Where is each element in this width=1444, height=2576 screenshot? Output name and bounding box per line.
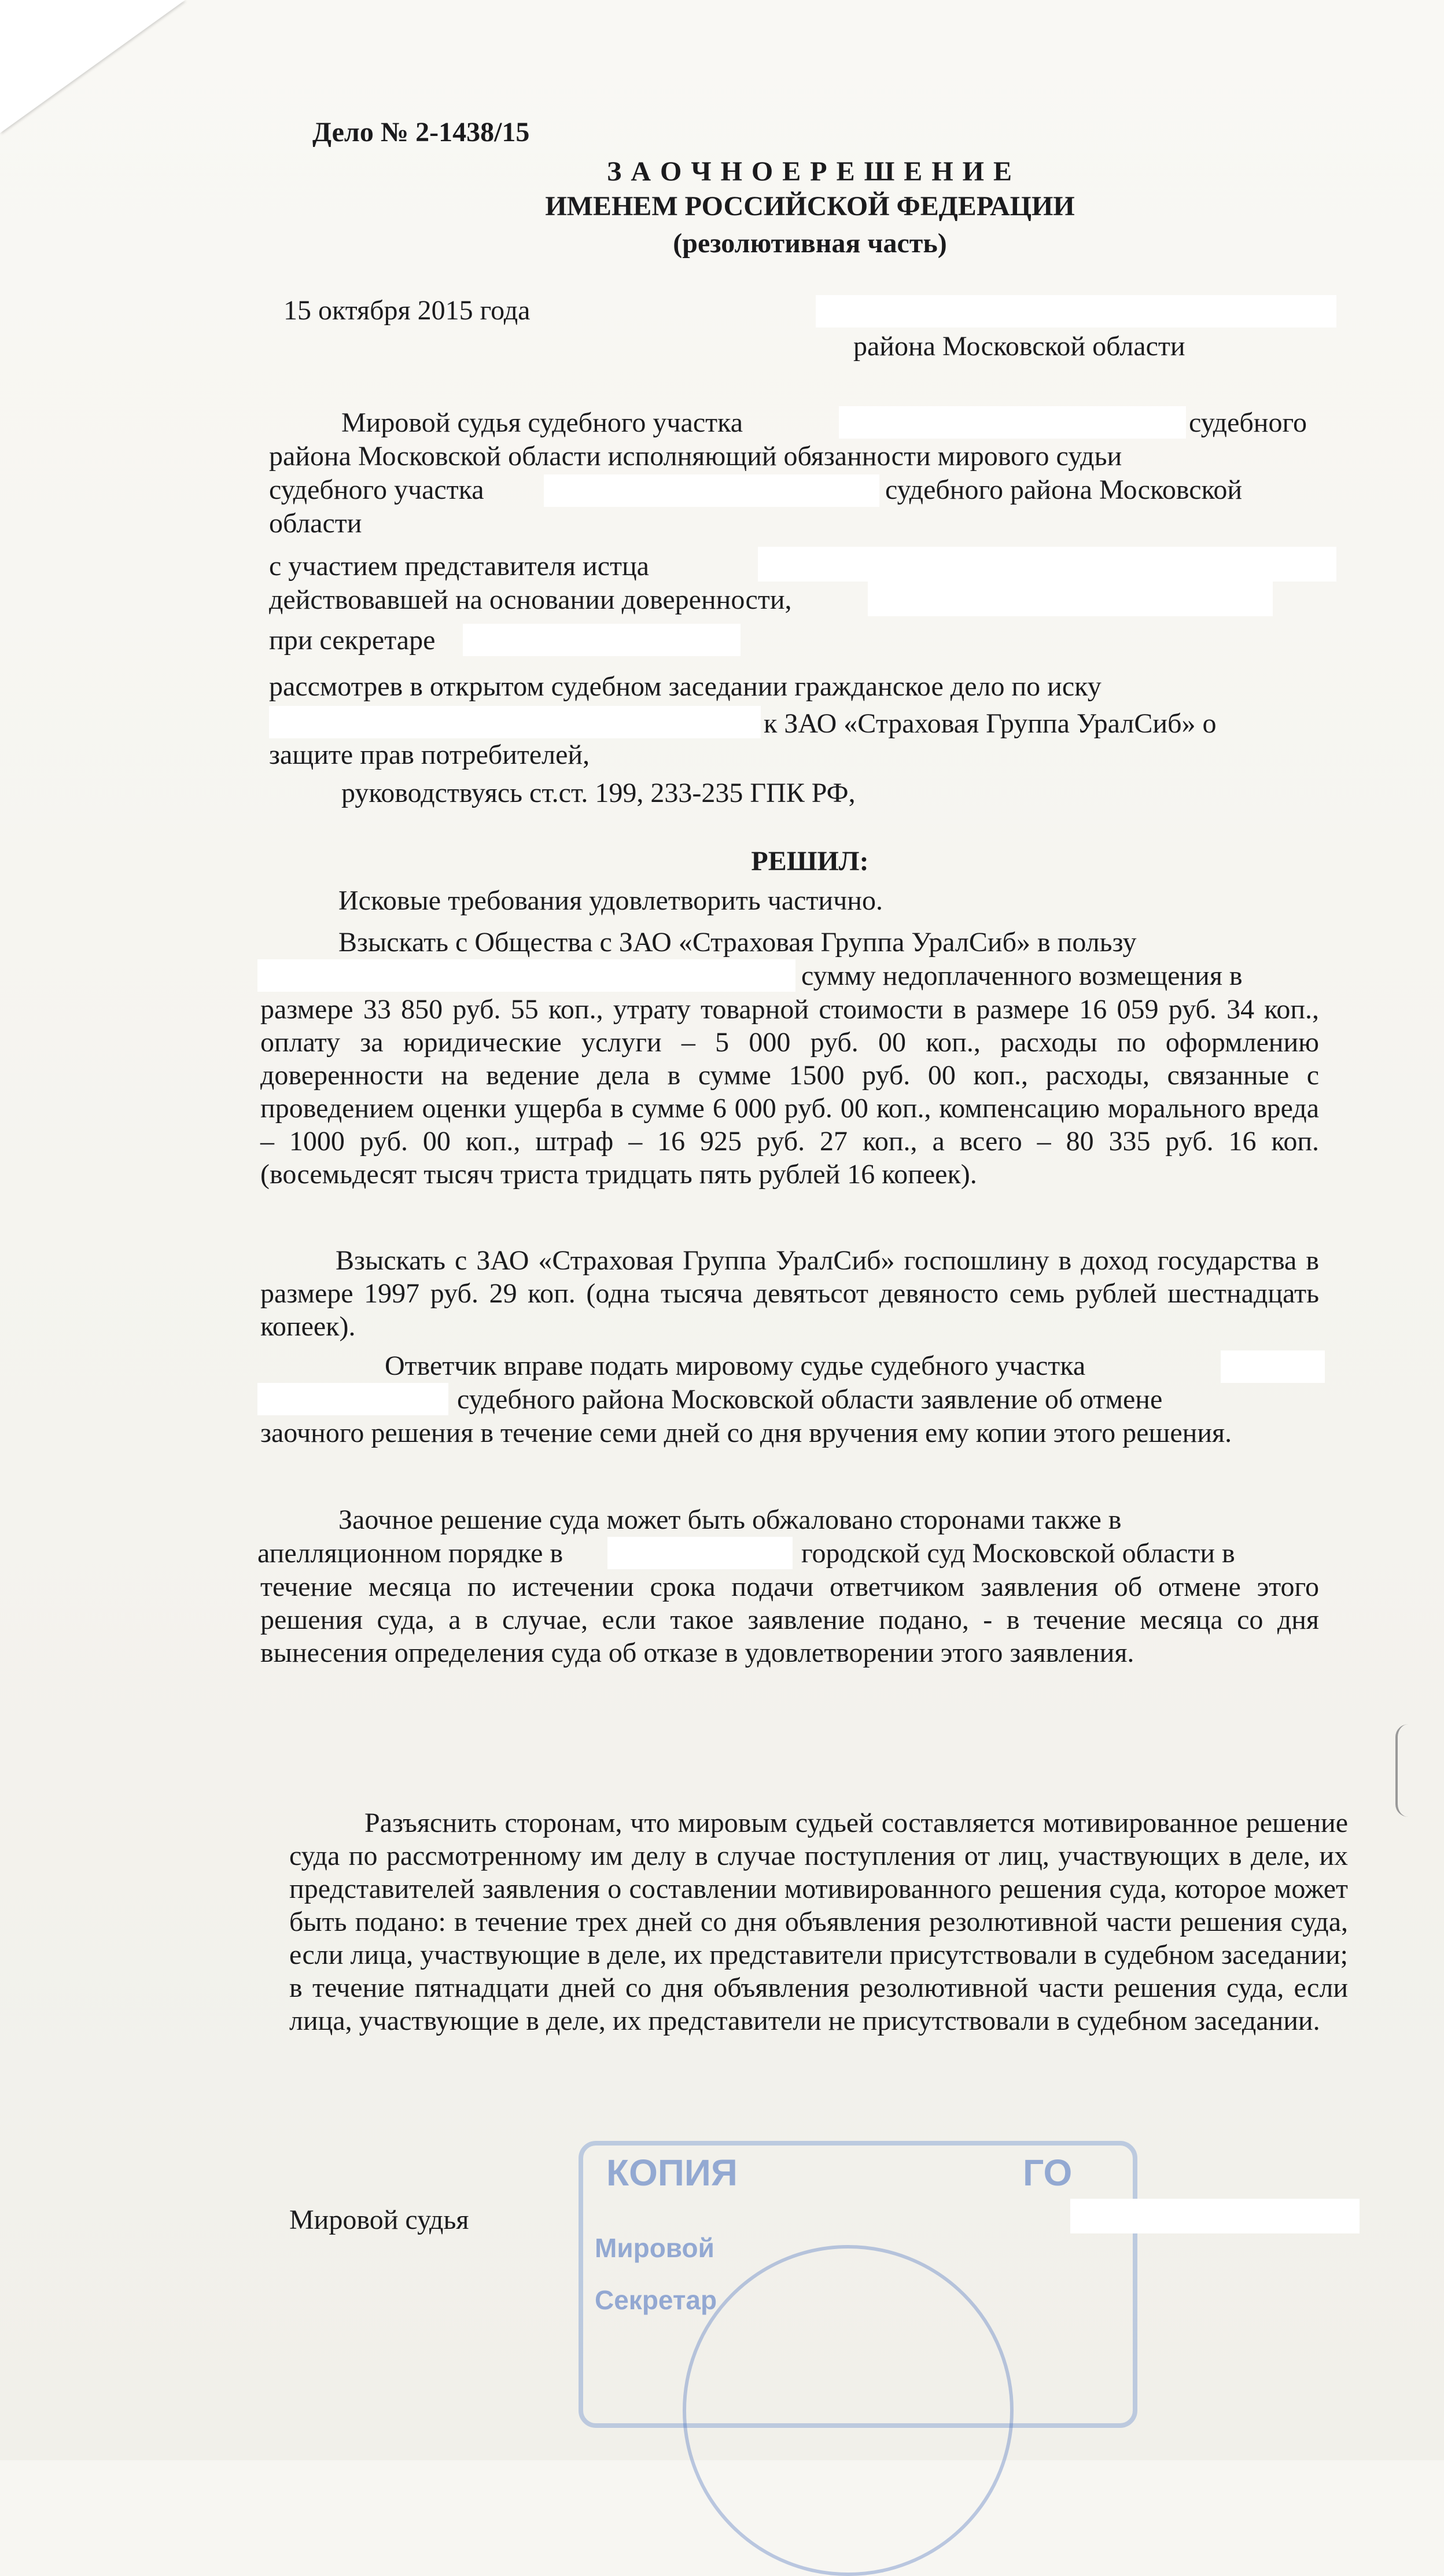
intro-line-11: руководствуясь ст.ст. 199, 233-235 ГПК РФ, [341, 778, 856, 808]
ruling-4-line1: Ответчик вправе подать мировому судье судебного участка [385, 1350, 1086, 1381]
round-seal [683, 2245, 1014, 2576]
redaction [758, 547, 1336, 582]
intro-line-6: действовавшей на основании доверенности, [269, 584, 792, 615]
signature-label: Мировой судья [289, 2205, 469, 2235]
stamp-line-3: Мировой [595, 2233, 714, 2263]
ruling-5-rest: течение месяца по истечении срока подачи ответчиком заявления об отмене этого решения суда, а в случае, если такое заявление подано, - в течение месяца со дня вынесения определения суда об отказе в удовлетворении этого заявления. [260, 1572, 1319, 1668]
intro-line-9: к ЗАО «Страховая Группа УралСиб» о [764, 708, 1217, 739]
redaction [544, 474, 879, 507]
decision-title: З А О Ч Н О Е Р Е Ш Е Н И Е [607, 156, 1013, 187]
redaction [607, 1537, 793, 1569]
intro-line-5: с участием представителя истца [269, 551, 649, 582]
redaction [269, 706, 761, 738]
ruling-2-details: размере 33 850 руб. 55 коп., утрату товарной стоимости в размере 16 059 руб. 34 коп., оплату за юридические услуги – 5 000 руб. 00 коп., расходы по оформлению доверенности на ведение дела в сумме 1500 руб. 00 коп., расходы, связанные с проведением оценки ущерба в сумме 6 000 руб. 00 коп., компенсацию морального вреда – 1000 руб. 00 коп., штраф – 16 925 руб. 27 коп., а всего – 80 335 руб. 16 коп. (восемьдесят тысяч триста тридцать пять рублей 16 копеек). [260, 994, 1319, 1190]
redaction [1221, 1350, 1325, 1383]
intro-line-7: при секретаре [269, 625, 436, 656]
redaction [816, 295, 1336, 327]
ruling-5-line2a: апелляционном порядке в [257, 1538, 563, 1569]
decision-date: 15 октября 2015 года [283, 295, 531, 326]
stamp-line-1: КОПИЯ [606, 2152, 738, 2194]
intro-judge: Мировой судья судебного участка [341, 407, 743, 438]
redaction [839, 406, 1186, 439]
redaction [257, 1383, 448, 1415]
redaction [1070, 2199, 1360, 2233]
decision-subtitle: ИМЕНЕМ РОССИЙСКОЙ ФЕДЕРАЦИИ [545, 191, 1075, 222]
redaction [868, 582, 1273, 616]
redaction [463, 624, 741, 656]
ruling-1: Исковые требования удовлетворить частично. [338, 885, 883, 916]
paper-crease [1395, 1724, 1421, 1817]
stamp-line-2: ГО [1023, 2152, 1073, 2194]
decision-part: (резолютивная часть) [673, 228, 947, 259]
ruling-5-line1: Заочное решение суда может быть обжаловано сторонами также в [338, 1504, 1122, 1535]
case-number: Дело № 2-1438/15 [312, 117, 530, 148]
ruling-2-line2: сумму недоплаченного возмещения в [801, 961, 1243, 991]
ruling-5-line2b: городской суд Московской области в [801, 1538, 1235, 1569]
intro-line-3a: судебного участка [269, 474, 484, 505]
intro-line-2: района Московской области исполняющий обязанности мирового судьи [269, 441, 1122, 472]
page-corner-fold [0, 0, 185, 133]
resolved-heading: РЕШИЛ: [751, 846, 869, 877]
ruling-2-line1: Взыскать с Общества с ЗАО «Страховая Группа УралСиб» в пользу [338, 927, 1137, 958]
ruling-4-rest: заочного решения в течение семи дней со дня вручения ему копии этого решения. [260, 1418, 1232, 1448]
intro-line-10: защите прав потребителей, [269, 739, 590, 770]
explanation-paragraph: Разъяснить сторонам, что мировым судьей составляется мотивированное решение суда по рассмотренному им делу в случае поступления от лиц, участвующих в деле, их представителей заявления о составлении мотивированного решения суда, которое может быть подано: в течение трех дней со дня объявления резолютивной части решения суда, если лица, участвующие в деле, их представители присутствовали в судебном заседании; в течение пятнадцати дней со дня объявления резолютивной части решения суда, если лица, участвующие в деле, их представители не присутствовали в судебном заседании. [289, 1808, 1348, 2036]
redaction [257, 959, 795, 992]
intro-line-4: области [269, 508, 362, 539]
intro-line-3b: судебного района Московской [885, 474, 1243, 505]
court-region: района Московской области [853, 331, 1185, 362]
ruling-3: Взыскать с ЗАО «Страховая Группа УралСиб» госпошлину в доход государства в размере 1997 руб. 29 коп. (одна тысяча девятьсот девяносто семь рублей шестнадцать копеек). [260, 1245, 1319, 1342]
stamp-line-4: Секретар [595, 2285, 717, 2315]
ruling-4-line2: судебного района Московской области заявление об отмене [457, 1384, 1163, 1415]
intro-line-8: рассмотрев в открытом судебном заседании гражданское дело по иску [269, 671, 1102, 702]
intro-judge-cont: судебного [1189, 407, 1307, 438]
